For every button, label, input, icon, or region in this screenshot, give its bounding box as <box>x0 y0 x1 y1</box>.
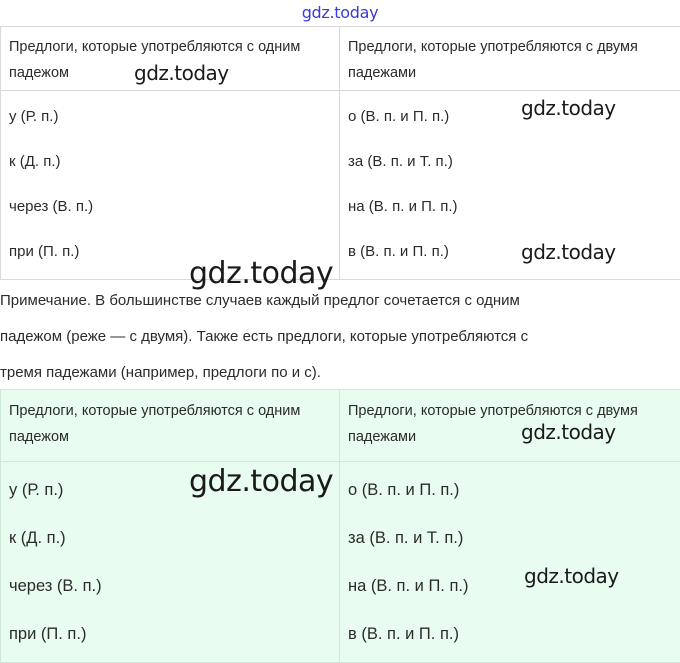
list-item: в (В. п. и П. п.) <box>348 229 680 274</box>
list-item: за (В. п. и Т. п.) <box>348 514 680 562</box>
list-item: на (В. п. и П. п.) <box>348 184 680 229</box>
note-line: тремя падежами (например, предлоги по и с). <box>0 355 680 391</box>
note-paragraph <box>0 283 680 391</box>
list-item: на (В. п. и П. п.) <box>348 562 680 610</box>
list-item: к (Д. п.) <box>9 514 339 562</box>
watermark: gdz.today <box>189 256 333 291</box>
table-header-one-case: Предлоги, которые употребляются с одним падежом <box>1 390 340 462</box>
watermark: gdz.today <box>524 564 619 588</box>
list-item: к (Д. п.) <box>9 139 339 184</box>
watermark: gdz.today <box>521 240 616 264</box>
table-header-one-case: Предлоги, которые употребляются с одним падежом <box>1 27 340 91</box>
list-item: о (В. п. и П. п.) <box>348 466 680 514</box>
column-two-cases <box>340 462 680 663</box>
list-item: у (Р. п.) <box>9 466 339 514</box>
watermark: gdz.today <box>521 420 616 444</box>
list-item: у (Р. п.) <box>9 94 339 139</box>
list-item: при (П. п.) <box>9 610 339 658</box>
column-two-cases <box>340 91 680 280</box>
note-line: Примечание. В большинстве случаев каждый предлог сочетается с одним <box>0 283 680 319</box>
watermark: gdz.today <box>189 464 333 499</box>
table-header-two-cases: Предлоги, которые употребляются с двумя падежами <box>340 390 680 462</box>
list-item: за (В. п. и Т. п.) <box>348 139 680 184</box>
note-line: падежом (реже — с двумя). Также есть предлоги, которые употребляются с <box>0 319 680 355</box>
list-item: при (П. п.) <box>9 229 339 274</box>
list-item: в (В. п. и П. п.) <box>348 610 680 658</box>
list-item: о (В. п. и П. п.) <box>348 94 680 139</box>
site-header-watermark: gdz.today <box>0 3 680 22</box>
list-item: через (В. п.) <box>9 184 339 229</box>
watermark: gdz.today <box>521 96 616 120</box>
list-item: через (В. п.) <box>9 562 339 610</box>
table-header-two-cases: Предлоги, которые употребляются с двумя падежами <box>340 27 680 91</box>
watermark: gdz.today <box>134 61 229 85</box>
column-one-case <box>1 91 340 280</box>
